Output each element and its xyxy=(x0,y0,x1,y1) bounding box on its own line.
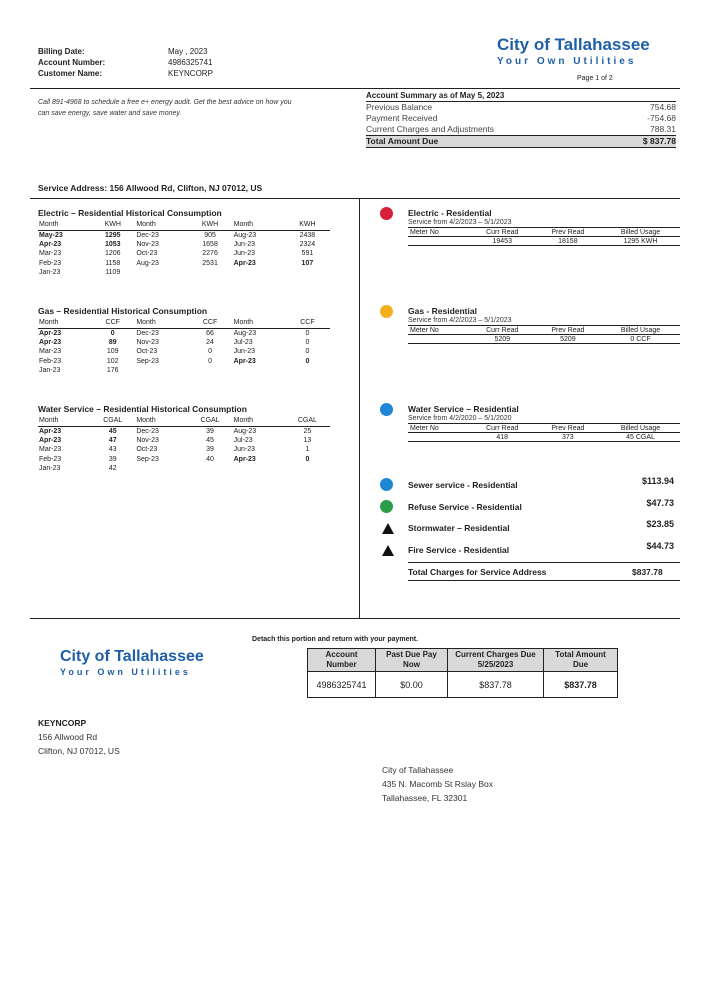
charge-label: Refuse Service - Residential xyxy=(408,502,522,512)
history-value: 109 xyxy=(106,348,119,356)
water-history-title: Water Service – Residential Historical Consumption xyxy=(38,404,247,414)
remit-address-line1: City of Tallahassee xyxy=(382,765,454,775)
history-col-unit: CGAL xyxy=(285,416,330,426)
history-col-month: Month xyxy=(233,220,285,230)
column-divider xyxy=(359,198,360,618)
meter-curr-read: 19453 xyxy=(470,237,535,246)
meter-col-header: Billed Usage xyxy=(601,228,680,237)
history-month: Jun-23 xyxy=(233,240,256,248)
stormwater-triangle-icon xyxy=(382,523,394,534)
summary-label: Previous Balance xyxy=(366,102,433,112)
gas-meter-title: Gas - Residential xyxy=(408,306,477,316)
history-row xyxy=(38,436,330,446)
history-month: Nov-23 xyxy=(136,240,159,248)
history-month: Sep-23 xyxy=(136,357,159,365)
history-month xyxy=(233,268,285,278)
history-col-unit: CCF xyxy=(285,318,330,328)
gas-icon xyxy=(380,305,393,318)
summary-value: 754.68 xyxy=(650,102,676,112)
water-meter-table xyxy=(408,423,680,442)
history-month xyxy=(135,268,187,278)
electric-meter-table xyxy=(408,227,680,246)
history-value: 0 xyxy=(305,329,310,337)
stub-current-charges: $837.78 xyxy=(448,672,544,698)
history-row xyxy=(38,366,330,376)
meter-col-header: Meter No xyxy=(408,228,470,237)
history-value: 905 xyxy=(204,231,216,239)
summary-row-total xyxy=(366,135,676,148)
total-charges-bottom-rule xyxy=(408,580,680,581)
history-month: Aug-23 xyxy=(136,259,159,267)
history-month: Aug-23 xyxy=(233,231,257,239)
meter-col-header: Billed Usage xyxy=(601,424,680,433)
history-col-month: Month xyxy=(233,318,285,328)
history-value xyxy=(187,366,232,376)
history-month: Apr-23 xyxy=(39,240,62,248)
history-value: 1295 xyxy=(104,231,121,239)
charge-sewer xyxy=(380,478,680,492)
history-month: May-23 xyxy=(39,231,63,239)
stub-logo-tagline: Your Own Utilities xyxy=(60,667,191,677)
history-value: 1658 xyxy=(202,240,218,248)
history-header-row xyxy=(38,416,330,426)
meter-col-header: Billed Usage xyxy=(601,326,680,335)
history-row xyxy=(38,347,330,357)
customer-address-line1: 156 Allwood Rd xyxy=(38,732,98,742)
history-row xyxy=(38,426,330,436)
sewer-icon xyxy=(380,478,393,491)
gas-service-period: Service from 4/2/2023 – 5/1/2023 xyxy=(408,317,512,324)
gas-history-table xyxy=(38,318,330,376)
electric-icon xyxy=(380,207,393,220)
meter-col-header: Prev Read xyxy=(535,326,601,335)
history-row xyxy=(38,249,330,259)
charge-value: $44.73 xyxy=(646,541,674,551)
history-value: 47 xyxy=(108,436,117,444)
history-month: Dec-23 xyxy=(136,329,159,337)
total-charges-top-rule xyxy=(408,562,680,563)
history-col-unit: KWH xyxy=(285,220,330,230)
history-month: Jan-23 xyxy=(39,465,61,473)
history-col-month: Month xyxy=(38,318,90,328)
charge-label: Sewer service - Residential xyxy=(408,480,518,490)
water-meter-block xyxy=(380,404,680,442)
logo-tagline: Your Own Utilities xyxy=(497,56,637,67)
stub-header-past-due: Past Due Pay Now xyxy=(376,649,448,672)
history-value: 1 xyxy=(305,446,310,454)
history-value xyxy=(187,268,232,278)
history-value: 40 xyxy=(206,455,214,463)
water-icon xyxy=(380,403,393,416)
history-value: 25 xyxy=(303,427,312,435)
meter-col-header: Prev Read xyxy=(535,228,601,237)
gas-meter-block xyxy=(380,306,680,344)
history-month: Feb-23 xyxy=(39,357,62,365)
total-charges-value: $837.78 xyxy=(632,567,663,577)
history-value: 24 xyxy=(206,338,214,346)
history-month: Mar-23 xyxy=(39,250,62,258)
history-col-month: Month xyxy=(135,318,187,328)
history-month: Mar-23 xyxy=(39,348,62,356)
history-month: Sep-23 xyxy=(136,455,159,463)
stub-header-account: Account Number xyxy=(308,649,376,672)
detach-instructions: Detach this portion and return with your payment. xyxy=(252,636,419,643)
summary-total-value: $ 837.78 xyxy=(642,136,676,146)
header-logo xyxy=(497,35,672,67)
history-row xyxy=(38,230,330,240)
header-divider xyxy=(30,88,680,89)
history-month: Jul-23 xyxy=(233,436,253,444)
remit-address-line2: 435 N. Macomb St Rslay Box xyxy=(382,779,494,789)
history-row xyxy=(38,240,330,250)
history-month: Apr-23 xyxy=(39,329,62,337)
account-number-label: Account Number: xyxy=(38,58,106,67)
charge-value: $113.94 xyxy=(641,476,674,486)
history-month: Oct-23 xyxy=(136,446,158,454)
history-value: 39 xyxy=(108,455,117,463)
history-month xyxy=(233,464,285,474)
history-value: 45 xyxy=(108,427,117,435)
history-col-month: Month xyxy=(233,416,285,426)
account-summary-title: Account Summary as of May 5, 2023 xyxy=(366,91,676,102)
billing-date-label: Billing Date: xyxy=(38,47,85,56)
summary-label: Current Charges and Adjustments xyxy=(366,124,495,134)
summary-label: Payment Received xyxy=(366,113,438,123)
history-col-month: Month xyxy=(38,416,90,426)
electric-service-period: Service from 4/2/2023 – 5/1/2023 xyxy=(408,219,512,226)
header-values xyxy=(168,46,213,79)
stub-past-due: $0.00 xyxy=(376,672,448,698)
history-value xyxy=(285,366,330,376)
history-value: 0 xyxy=(110,329,115,337)
history-value: 591 xyxy=(301,250,314,258)
history-row xyxy=(38,464,330,474)
history-value: 2438 xyxy=(299,231,316,239)
history-value: 13 xyxy=(303,436,312,444)
history-value xyxy=(187,464,232,474)
history-month: Oct-23 xyxy=(136,348,158,356)
electric-history-title: Electric – Residential Historical Consumption xyxy=(38,208,222,218)
water-meter-title: Water Service – Residential xyxy=(408,404,519,414)
meter-curr-read: 5209 xyxy=(470,335,535,344)
gas-history-title: Gas – Residential Historical Consumption xyxy=(38,306,208,316)
history-month: Dec-23 xyxy=(136,427,159,435)
history-header-row xyxy=(38,220,330,230)
charge-value: $47.73 xyxy=(646,498,674,508)
remit-address xyxy=(382,763,493,805)
meter-usage: 1295 KWH xyxy=(601,237,680,246)
service-address: Service Address: 156 Allwood Rd, Clifton, NJ 07012, US xyxy=(38,183,263,193)
history-value: 107 xyxy=(301,259,314,267)
meter-col-header: Prev Read xyxy=(535,424,601,433)
customer-address-name: KEYNCORP xyxy=(38,718,87,728)
history-month: Apr-23 xyxy=(233,357,256,365)
meter-number xyxy=(408,237,470,246)
history-value xyxy=(285,268,330,278)
history-col-month: Month xyxy=(135,220,187,230)
customer-name-label: Customer Name: xyxy=(38,69,103,78)
promo-text: Call 891-4968 to schedule a free e+ energy audit. Get the best advice on how you can save energy, save water and save money. xyxy=(38,99,292,117)
history-header-row xyxy=(38,318,330,328)
meter-prev-read: 18158 xyxy=(535,237,601,246)
history-row xyxy=(38,328,330,338)
summary-row-previous-balance xyxy=(366,102,676,113)
history-month: Apr-23 xyxy=(39,427,62,435)
history-row xyxy=(38,455,330,465)
history-col-unit: KWH xyxy=(187,220,232,230)
refuse-icon xyxy=(380,500,393,513)
history-value: 66 xyxy=(206,329,214,337)
page-number: Page 1 of 2 xyxy=(577,75,613,82)
meter-col-header: Curr Read xyxy=(470,228,535,237)
meter-number xyxy=(408,335,470,344)
history-month: Feb-23 xyxy=(39,259,62,267)
history-month: Apr-23 xyxy=(39,338,62,346)
billing-date-value: May , 2023 xyxy=(168,47,208,56)
account-number-value: 4986325741 xyxy=(168,58,213,67)
history-value: 45 xyxy=(206,436,214,444)
history-col-month: Month xyxy=(135,416,187,426)
history-value: 1109 xyxy=(105,269,121,277)
stub-total-due: $837.78 xyxy=(544,672,618,698)
history-month: Nov-23 xyxy=(136,436,159,444)
history-month: Jul-23 xyxy=(233,338,253,346)
stub-logo xyxy=(60,648,230,677)
history-value: 0 xyxy=(305,338,310,346)
meter-col-header: Meter No xyxy=(408,424,470,433)
stub-header-current-charges: Current Charges Due 5/25/2023 xyxy=(448,649,544,672)
stub-header-total: Total Amount Due xyxy=(544,649,618,672)
payment-stub-table xyxy=(307,648,618,698)
charge-label: Stormwater – Residential xyxy=(408,523,510,533)
history-month: Apr-23 xyxy=(233,455,256,463)
meter-prev-read: 373 xyxy=(535,433,601,442)
history-row xyxy=(38,338,330,348)
history-value: 1053 xyxy=(104,240,121,248)
history-row xyxy=(38,357,330,367)
meter-col-header: Curr Read xyxy=(470,424,535,433)
history-value: 89 xyxy=(108,338,117,346)
charge-value: $23.85 xyxy=(646,519,674,529)
history-value: 176 xyxy=(106,367,119,375)
history-value: 2531 xyxy=(202,259,218,267)
history-col-unit: CCF xyxy=(90,318,135,328)
history-value: 39 xyxy=(206,427,214,435)
gas-history xyxy=(38,306,338,376)
stub-logo-title: City of Tallahassee xyxy=(60,648,204,665)
fire-triangle-icon xyxy=(382,545,394,556)
summary-total-label: Total Amount Due xyxy=(366,136,439,146)
remit-address-line3: Tallahassee, FL 32301 xyxy=(382,793,468,803)
history-month xyxy=(233,366,285,376)
summary-value: -754.68 xyxy=(647,113,676,123)
history-value xyxy=(285,464,330,474)
history-value: 0 xyxy=(208,348,212,356)
meter-col-header: Meter No xyxy=(408,326,470,335)
history-col-unit: CGAL xyxy=(90,416,135,426)
history-col-month: Month xyxy=(38,220,90,230)
history-month: Jun-23 xyxy=(233,446,256,454)
electric-meter-block xyxy=(380,208,680,246)
history-month: Feb-23 xyxy=(39,455,62,463)
detach-line xyxy=(30,618,680,619)
customer-address-line2: Clifton, NJ 07012, US xyxy=(38,746,120,756)
meter-usage: 0 CCF xyxy=(601,335,680,344)
history-month: Jan-23 xyxy=(39,367,61,375)
history-month xyxy=(135,464,187,474)
service-address-divider xyxy=(30,198,680,199)
stub-account-number: 4986325741 xyxy=(308,672,376,698)
history-value: 43 xyxy=(108,446,117,454)
history-month xyxy=(135,366,187,376)
charge-fire xyxy=(380,543,680,557)
history-month: Jun-23 xyxy=(233,348,256,356)
history-row xyxy=(38,259,330,269)
meter-usage: 45 CGAL xyxy=(601,433,680,442)
total-charges-label: Total Charges for Service Address xyxy=(408,567,547,577)
summary-row-current-charges xyxy=(366,124,676,135)
history-value: 0 xyxy=(305,348,310,356)
water-service-period: Service from 4/2/2020 – 5/1/2020 xyxy=(408,415,512,422)
history-month: Jan-23 xyxy=(39,269,61,277)
history-month: Jun-23 xyxy=(233,250,256,258)
history-value: 1158 xyxy=(105,259,121,267)
customer-name-value: KEYNCORP xyxy=(168,69,213,78)
meter-prev-read: 5209 xyxy=(535,335,601,344)
history-value: 102 xyxy=(106,357,119,365)
history-col-unit: CCF xyxy=(187,318,232,328)
gas-meter-table xyxy=(408,325,680,344)
history-month: Apr-23 xyxy=(233,259,256,267)
summary-row-payment-received xyxy=(366,113,676,124)
meter-curr-read: 418 xyxy=(470,433,535,442)
history-col-unit: KWH xyxy=(90,220,135,230)
summary-value: 788.31 xyxy=(650,124,676,134)
history-month: Apr-23 xyxy=(39,436,62,444)
history-value: 2324 xyxy=(299,240,316,248)
history-value: 0 xyxy=(208,357,212,365)
logo-title: City of Tallahassee xyxy=(497,35,650,54)
history-col-unit: CGAL xyxy=(187,416,232,426)
history-month: Mar-23 xyxy=(39,446,62,454)
water-history-table xyxy=(38,416,330,474)
electric-history xyxy=(38,208,338,278)
history-month: Nov-23 xyxy=(136,338,159,346)
history-month: Aug-23 xyxy=(233,427,257,435)
meter-col-header: Curr Read xyxy=(470,326,535,335)
history-value: 39 xyxy=(206,446,214,454)
electric-meter-title: Electric - Residential xyxy=(408,208,492,218)
charge-refuse xyxy=(380,500,680,514)
charge-label: Fire Service - Residential xyxy=(408,545,510,555)
header-labels xyxy=(38,46,105,79)
water-history xyxy=(38,404,338,474)
history-row xyxy=(38,445,330,455)
meter-number xyxy=(408,433,470,442)
account-summary xyxy=(366,91,676,148)
history-value: 42 xyxy=(108,465,117,473)
history-month: Dec-23 xyxy=(136,231,159,239)
history-value: 2276 xyxy=(202,250,218,258)
charge-stormwater xyxy=(380,521,680,535)
history-month: Aug-23 xyxy=(233,329,257,337)
customer-address xyxy=(38,716,120,758)
electric-history-table xyxy=(38,220,330,278)
history-row xyxy=(38,268,330,278)
history-value: 0 xyxy=(305,455,310,463)
history-value: 0 xyxy=(305,357,310,365)
history-value: 1206 xyxy=(104,250,121,258)
history-month: Oct-23 xyxy=(136,250,158,258)
